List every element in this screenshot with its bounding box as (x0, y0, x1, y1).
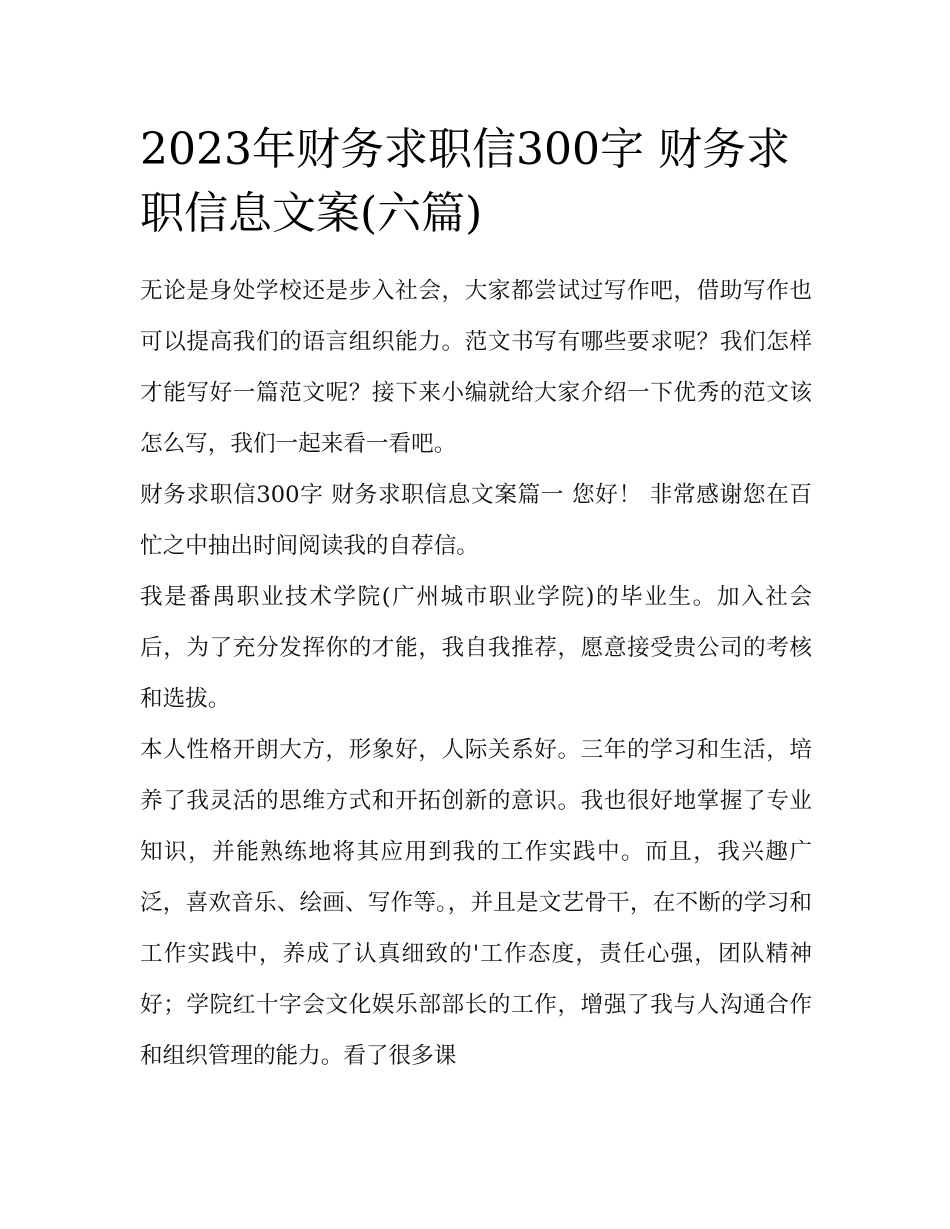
paragraph-intro: 无论是身处学校还是步入社会，大家都尝试过写作吧，借助写作也可以提高我们的语言组织能力。范文书写有哪些要求呢？我们怎样才能写好一篇范文呢？接下来小编就给大家介绍一下优秀的范文该怎么写，我们一起来看一看吧。 (140, 278, 812, 457)
paragraph-personality: 本人性格开朗大方，形象好，人际关系好。三年的学习和生活，培养了我灵活的思维方式和开拓创新的意识。我也很好地掌握了专业知识，并能熟练地将其应用到我的工作实践中。而且，我兴趣广泛，喜欢音乐、绘画、写作等。，并且是文艺骨干，在不断的学习和工作实践中，养成了认真细致的'工作态度，责任心强，团队精神好；学院红十字会文化娱乐部部长的工作，增强了我与人沟通合作和组织管理的能力。看了很多课 (140, 737, 812, 1069)
document-body (140, 118, 812, 1082)
paragraph-greeting: 财务求职信300字 财务求职信息文案篇一 您好！ 非常感谢您在百忙之中抽出时间阅读我的自荐信。 (140, 482, 812, 559)
document-title: 2023年财务求职信300字 财务求职信息文案(六篇) (140, 124, 790, 239)
paragraph-school: 我是番禺职业技术学院(广州城市职业学院)的毕业生。加入社会后，为了充分发挥你的才能，我自我推荐，愿意接受贵公司的考核和选拔。 (140, 584, 812, 712)
